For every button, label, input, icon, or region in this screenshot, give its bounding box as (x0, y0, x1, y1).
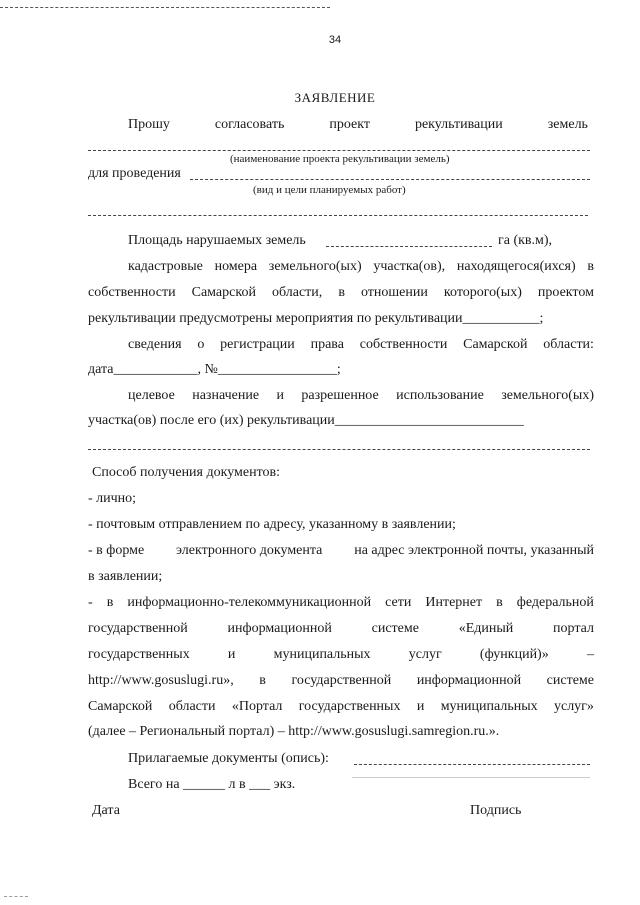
internet-line4-word: государственной (291, 673, 392, 688)
internet-line1-word: сети (385, 595, 412, 610)
request-words-word: Прошу (128, 117, 170, 132)
purpose-line1-word: земельного(ых) (501, 388, 594, 403)
internet-line3-word: государственных (88, 647, 190, 662)
purpose-blank (88, 449, 590, 450)
purpose-line1-word: целевое (128, 388, 175, 403)
internet-line1-word: в (106, 595, 114, 610)
project-name-blank (88, 150, 590, 151)
internet-line3-word: и (227, 647, 236, 662)
internet-line5-word: муниципальных (440, 699, 538, 714)
purpose-line-2: участка(ов) после его (их) рекультивации___________________________ (88, 413, 524, 428)
delivery-personal: - лично; (88, 491, 137, 506)
internet-line5-word: услуг» (553, 699, 594, 714)
purpose-line1-word: и (276, 388, 284, 403)
cadastral-line2-word: в (338, 285, 345, 300)
attached-faint-line (352, 777, 590, 778)
page-number: 34 (328, 34, 342, 46)
attached-label: Прилагаемые документы (опись): (128, 751, 329, 766)
registration-line1-word: Самарской (463, 337, 528, 352)
registration-line1-word: регистрации (220, 337, 295, 352)
internet-line5-word: области (168, 699, 216, 714)
internet-line1-word: информационно-телекоммуникационной (127, 595, 372, 610)
delivery-heading: Способ получения документов: (92, 465, 281, 480)
registration-line-2: дата____________, №_________________; (88, 362, 341, 377)
internet-line-5 (88, 698, 594, 716)
area-unit: га (кв.м), (498, 233, 553, 248)
internet-line1-word: Интернет (425, 595, 483, 610)
request-words-word: проект (329, 117, 370, 132)
internet-line4-word: в (259, 673, 266, 688)
document-title: ЗАЯВЛЕНИЕ (294, 90, 376, 105)
corner-mark (4, 896, 28, 897)
registration-line-1 (128, 336, 594, 354)
purpose-line1-word: использование (396, 388, 484, 403)
request-words-word: рекультивации (414, 117, 503, 132)
internet-line5-word: Самарской (88, 699, 153, 714)
cadastral-line2-word: Самарской (191, 285, 256, 300)
internet-line1-word: федеральной (516, 595, 594, 610)
delivery-email-line1-word: электронного документа (176, 543, 323, 558)
internet-line5-word: государственных (298, 699, 401, 714)
internet-line4-word: системе (546, 673, 594, 688)
date-label: Дата (92, 803, 120, 818)
purpose-line1-word: разрешенное (301, 388, 379, 403)
internet-line4-word: http://www.gosuslugi.ru», (88, 673, 234, 688)
top-dashed-border (0, 7, 330, 8)
internet-line-6: (далее – Региональный портал) – http://www.gosuslugi.samregion.ru.». (88, 724, 500, 739)
cadastral-line2-word: которого(ых) (443, 285, 522, 300)
attached-blank (354, 764, 590, 765)
cadastral-line2-word: собственности (88, 285, 176, 300)
internet-line1-word: - (88, 595, 93, 610)
delivery-email-line-1 (88, 542, 594, 560)
cadastral-line-3: рекультивации предусмотрены мероприятия по рекультивации___________; (88, 311, 544, 326)
internet-line2-word: «Единый (458, 621, 514, 636)
cadastral-line1-word: кадастровые (128, 259, 203, 274)
internet-line1-word: в (496, 595, 503, 610)
internet-line3-word: – (586, 647, 594, 662)
internet-line3-word: муниципальных (273, 647, 371, 662)
cadastral-line1-word: номера (214, 259, 258, 274)
caption-work-type: (вид и цели планируемых работ) (253, 184, 406, 196)
internet-line3-word: (функций)» (479, 647, 549, 662)
registration-line1-word: области: (543, 337, 594, 352)
internet-line2-word: системе (371, 621, 419, 636)
delivery-email-line-2: в заявлении; (88, 569, 163, 584)
registration-line1-word: собственности (359, 337, 448, 352)
cadastral-line2-word: отношении (360, 285, 428, 300)
delivery-email-line1-word: на адрес электронной почты, указанный (354, 543, 594, 558)
internet-line2-word: информационной (227, 621, 332, 636)
internet-line-1 (88, 594, 594, 612)
internet-line5-word: «Портал (231, 699, 283, 714)
registration-line1-word: сведения (128, 337, 182, 352)
work-type-blank-2 (88, 215, 588, 216)
cadastral-line1-word: находящегося(ихся) (456, 259, 576, 274)
cadastral-line1-word: земельного(ых) (268, 259, 362, 274)
internet-line-2 (88, 620, 594, 638)
cadastral-line2-word: области, (271, 285, 323, 300)
cadastral-line-2 (88, 284, 594, 302)
delivery-mail: - почтовым отправлением по адресу, указанному в заявлении; (88, 517, 456, 532)
for-conducting-label: для проведения (88, 166, 181, 181)
total-label: Всего на ______ л в ___ экз. (128, 777, 296, 792)
signature-label: Подпись (470, 803, 522, 818)
cadastral-line1-word: участка(ов), (373, 259, 446, 274)
internet-line3-word: услуг (408, 647, 442, 662)
purpose-line1-word: назначение (192, 388, 260, 403)
area-label: Площадь нарушаемых земель (128, 233, 306, 248)
purpose-line-1 (128, 387, 594, 405)
request-words-word: земель (547, 117, 588, 132)
internet-line4-word: информационной (416, 673, 522, 688)
internet-line-4 (88, 672, 594, 690)
internet-line5-word: и (416, 699, 425, 714)
registration-line1-word: о (197, 337, 205, 352)
cadastral-line2-word: проектом (537, 285, 594, 300)
work-type-blank (190, 179, 590, 180)
delivery-email-line1-word: - в форме (88, 543, 145, 558)
internet-line2-word: государственной (88, 621, 188, 636)
request-line (128, 116, 588, 134)
registration-line1-word: права (310, 337, 344, 352)
request-words-word: согласовать (214, 117, 285, 132)
caption-project-name: (наименование проекта рекультивации земель) (230, 153, 450, 165)
internet-line-3 (88, 646, 594, 664)
internet-line2-word: портал (553, 621, 594, 636)
cadastral-line1-word: в (587, 259, 594, 274)
cadastral-line-1 (128, 258, 594, 276)
area-blank (326, 246, 492, 247)
